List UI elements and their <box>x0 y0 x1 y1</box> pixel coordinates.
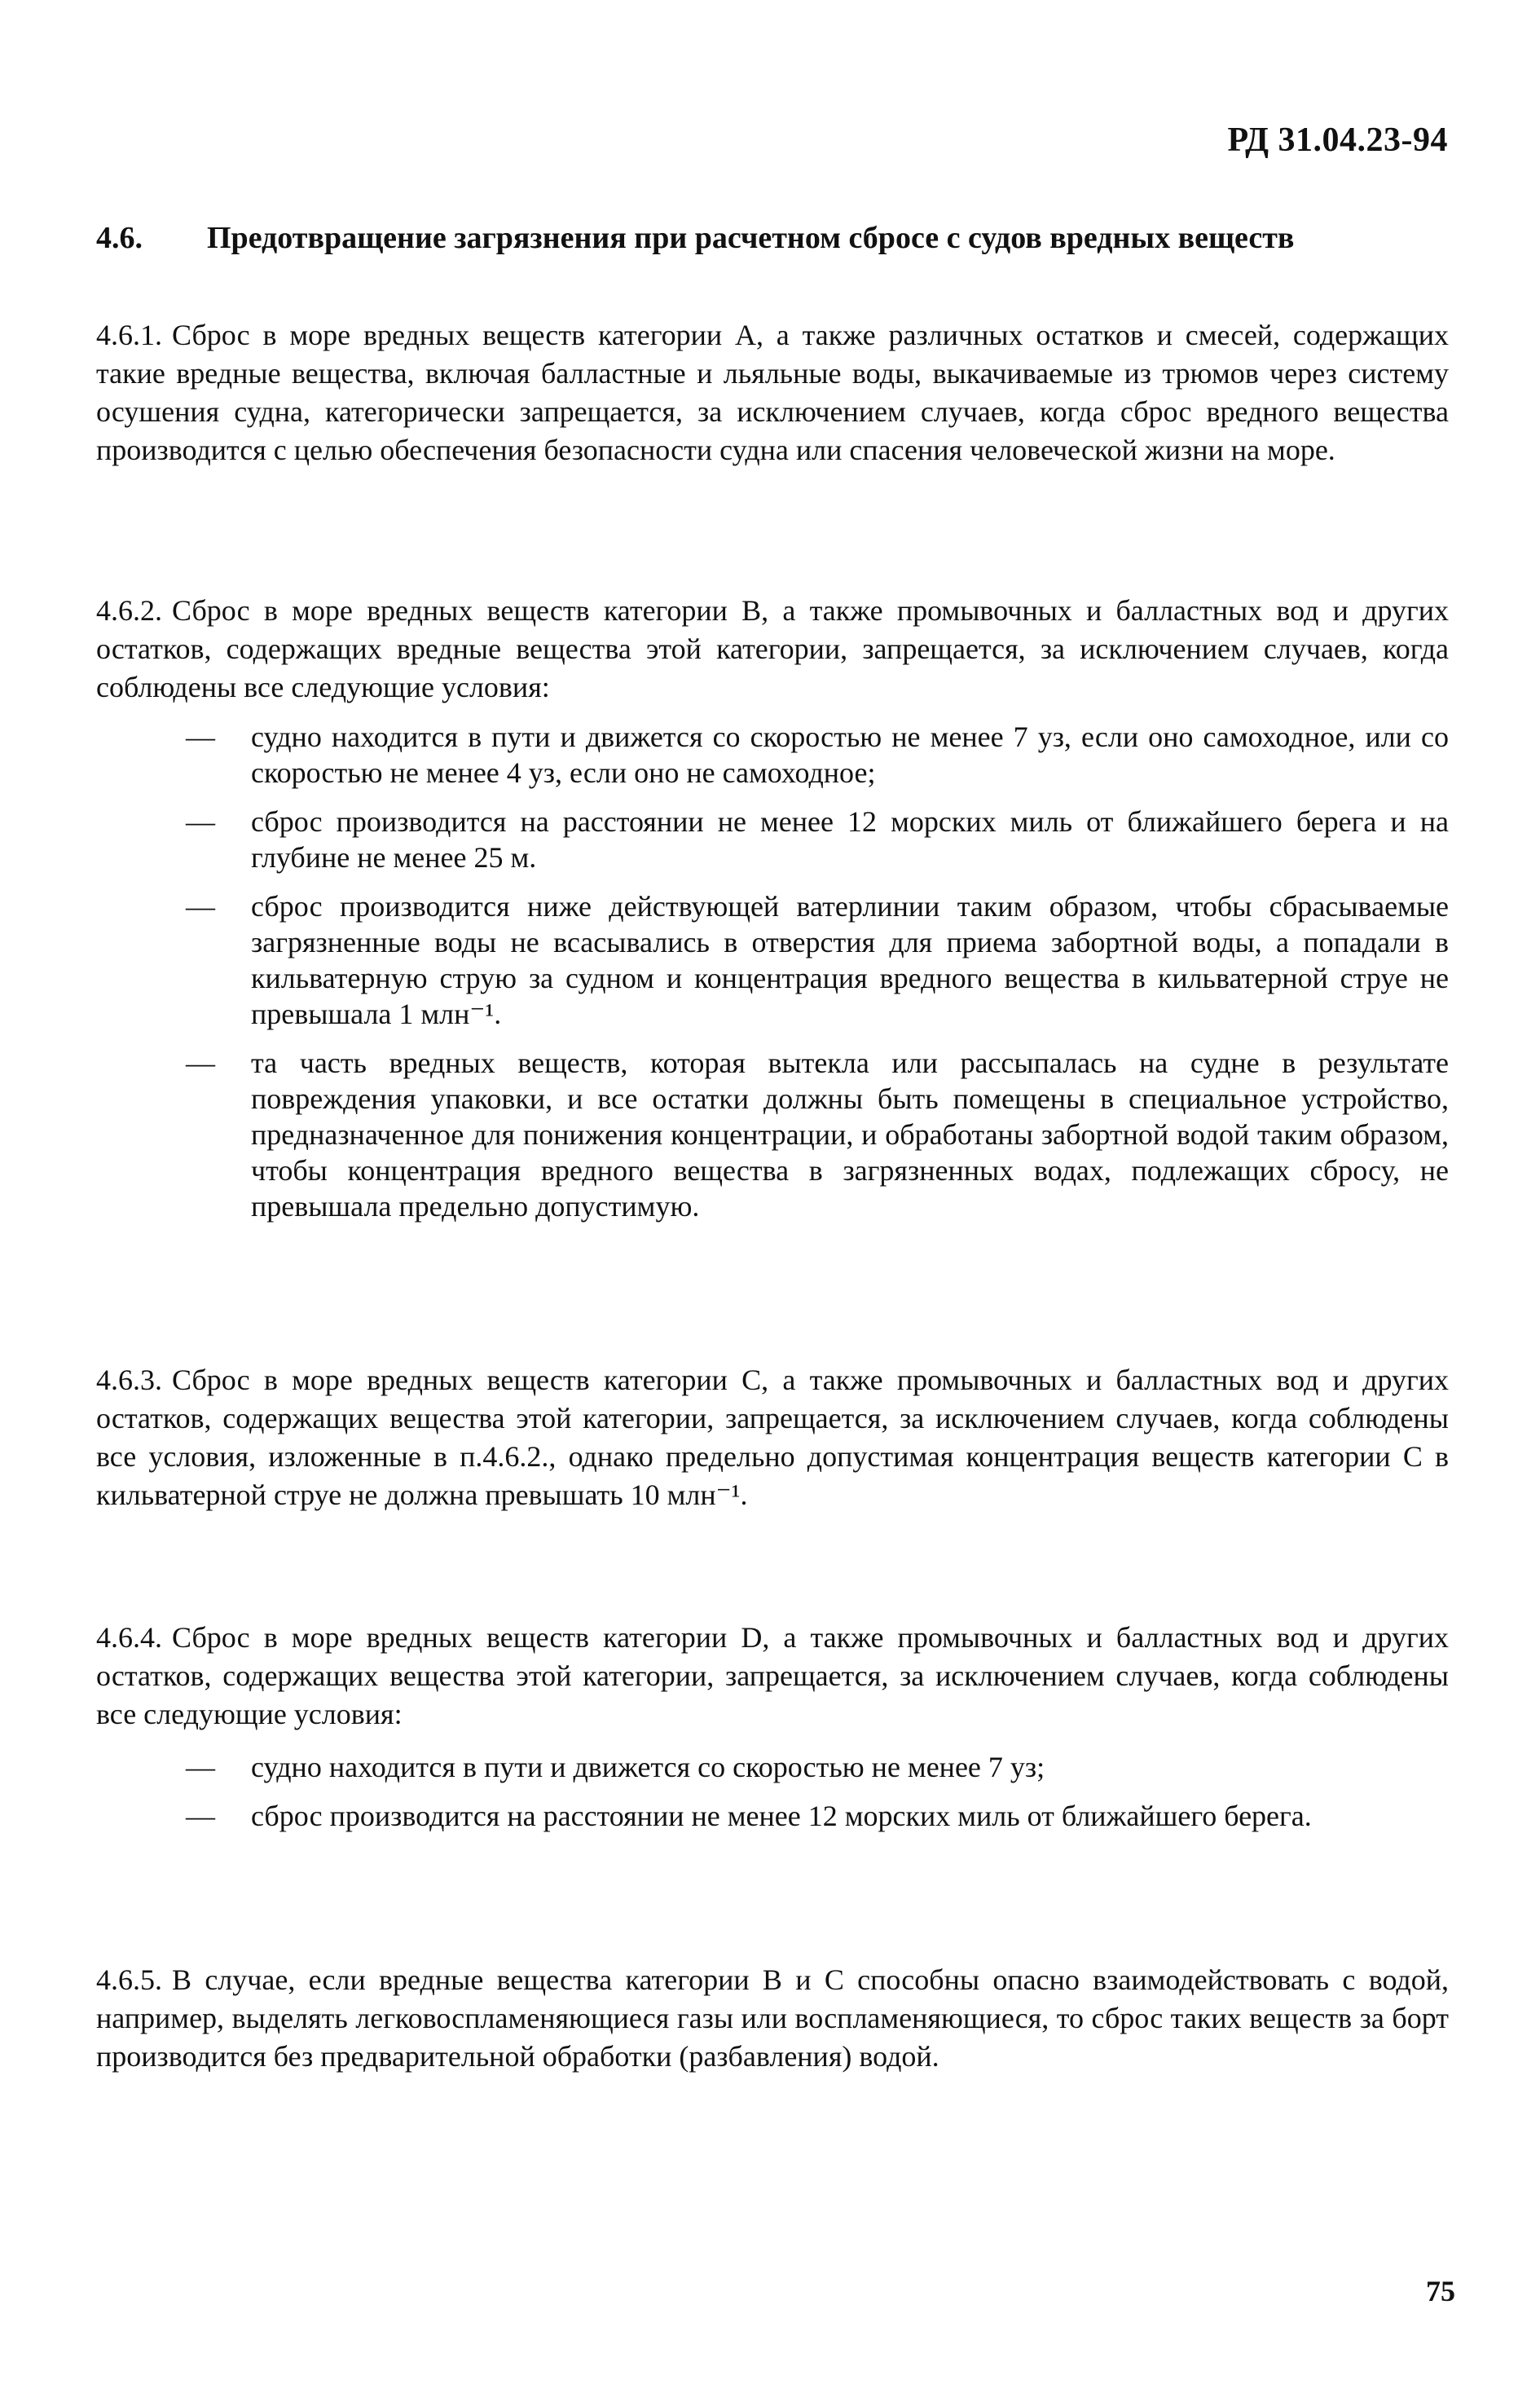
conditions-list-category-d <box>186 1749 1449 1847</box>
paragraph-text: В случае, если вредные вещества категории В и С способны опасно взаимодействовать с водой, например, выделять легковоспламеняющиеся газы или воспламеняющиеся, то сброс таких веществ за борт производится без предварительной обработки (разбавления) водой. <box>96 1963 1449 2073</box>
paragraph-text: Сброс в море вредных веществ категории А, а также различных остатков и смесей, содержащих такие вредные вещества, включая балластные и льяльные воды, выкачиваемые из трюмов через систему осушения судна, категорически запрещается, за исключением случаев, когда сброс вредного вещества производится с целью обеспечения безопасности судна или спасения человеческой жизни на море. <box>96 319 1449 466</box>
paragraph-text: Сброс в море вредных веществ категории D, а также промывочных и балластных вод и других остатков, содержащих вещества этой категории, запрещается, за исключением случаев, когда соблюдены все следующие условия: <box>96 1621 1449 1730</box>
paragraph-number: 4.6.2. <box>96 594 162 627</box>
paragraph-4-6-3 <box>96 1361 1449 1514</box>
paragraph-4-6-4 <box>96 1619 1449 1734</box>
paragraph-4-6-5 <box>96 1961 1449 2076</box>
bullet-dash: — <box>186 1047 215 1079</box>
bullet-dash: — <box>186 890 215 923</box>
list-item <box>186 1749 1449 1785</box>
section-title: Предотвращение загрязнения при расчетном сбросе с судов вредных веществ <box>207 221 1295 255</box>
paragraph-number: 4.6.5. <box>96 1963 162 1996</box>
list-item <box>186 1798 1449 1834</box>
page-number: 75 <box>1426 2275 1455 2307</box>
document-code: РД 31.04.23-94 <box>1227 121 1448 159</box>
list-item-text: судно находится в пути и движется со скоростью не менее 7 уз, если оно самоходное, или со скоростью не менее 4 уз, если оно не самоходное; <box>251 720 1449 789</box>
list-item <box>186 804 1449 875</box>
list-item-text: та часть вредных веществ, которая вытекла или рассыпалась на судне в результате повреждения упаковки, и все остатки должны быть помещены в специальное устройство, предназначенное для понижения концентрации, и обработаны забортной водой таким образом, чтобы концентрация вредного вещества в загрязненных водах, подлежащих сбросу, не превышала предельно допустимую. <box>251 1047 1449 1223</box>
bullet-dash: — <box>186 1800 215 1832</box>
list-item <box>186 719 1449 791</box>
list-item-text: судно находится в пути и движется со скоростью не менее 7 уз; <box>251 1751 1045 1783</box>
paragraph-4-6-1 <box>96 316 1449 469</box>
list-item <box>186 888 1449 1032</box>
list-item-text: сброс производится на расстоянии не менее 12 морских миль от ближайшего берега и на глубине не менее 25 м. <box>251 805 1449 874</box>
bullet-dash: — <box>186 805 215 838</box>
paragraph-4-6-2 <box>96 592 1449 707</box>
bullet-dash: — <box>186 720 215 753</box>
paragraph-text: Сброс в море вредных веществ категории С, а также промывочных и балластных вод и других остатков, содержащих вещества этой категории, запрещается, за исключением случаев, когда соблюдены все условия, изложенные в п.4.6.2., однако предельно допустимая концентрация веществ категории С в кильватерной струе не должна превышать 10 млн⁻¹. <box>96 1364 1449 1511</box>
list-item-text: сброс производится на расстоянии не менее 12 морских миль от ближайшего берега. <box>251 1800 1312 1832</box>
bullet-dash: — <box>186 1751 215 1783</box>
list-item-text: сброс производится ниже действующей ватерлинии таким образом, чтобы сбрасываемые загрязненные воды не всасывались в отверстия для приема забортной воды, а попадали в кильватерную струю за судном и концентрация вредного вещества в кильватерной струе не превышала 1 млн⁻¹. <box>251 890 1449 1030</box>
conditions-list-category-b <box>186 719 1449 1237</box>
paragraph-number: 4.6.3. <box>96 1364 162 1396</box>
paragraph-text: Сброс в море вредных веществ категории В, а также промывочных и балластных вод и других остатков, содержащих вредные вещества этой категории, запрещается, за исключением случаев, когда соблюдены все следующие условия: <box>96 594 1449 703</box>
section-number: 4.6. <box>96 221 143 255</box>
paragraph-number: 4.6.4. <box>96 1621 162 1654</box>
list-item <box>186 1045 1449 1224</box>
section-heading <box>96 220 1449 256</box>
paragraph-number: 4.6.1. <box>96 319 162 351</box>
